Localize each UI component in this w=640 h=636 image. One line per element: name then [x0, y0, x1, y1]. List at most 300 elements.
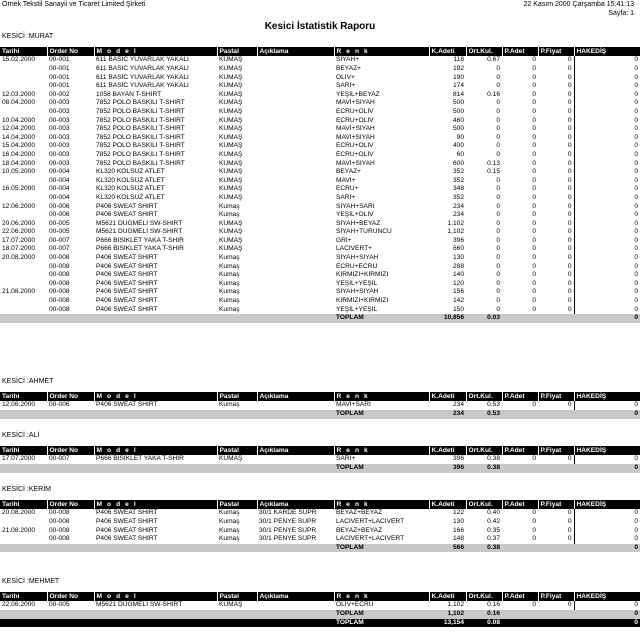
- table-cell: 12.06.2000: [2, 202, 36, 210]
- table-cell: M5621 DÜĞMELİ SW-SHIRT: [96, 601, 183, 609]
- column-header: Tarihi: [0, 500, 47, 509]
- column-header: P.Fiyat: [538, 446, 574, 455]
- table-cell: ECRU+ECRU: [336, 262, 378, 270]
- table-cell: 17.07.2000: [2, 236, 36, 244]
- section-total-row: [0, 610, 640, 619]
- table-cell: 150: [452, 305, 464, 313]
- table-cell: 0: [574, 518, 640, 527]
- table-cell: 0.53: [487, 401, 500, 409]
- table-cell: 00-006: [49, 401, 70, 409]
- table-cell: 0.42: [487, 518, 500, 525]
- table-cell: [257, 108, 334, 117]
- table-cell: KUMAŞ: [219, 90, 243, 98]
- table-cell: 00-006: [49, 211, 70, 219]
- table-cell: SİYAH+SİYAH: [336, 288, 379, 296]
- total-cell: [47, 410, 94, 419]
- table-row: [0, 91, 640, 100]
- table-row: [0, 142, 640, 151]
- column-header: Açıklama: [257, 47, 334, 56]
- table-cell: Kumaş: [219, 526, 240, 534]
- table-cell: 00-008: [49, 271, 70, 279]
- table-cell: 1058 BAYAN T-SHIRT: [96, 90, 162, 98]
- table-cell: 0: [567, 107, 572, 115]
- table-cell: 21.08.2000: [2, 526, 36, 534]
- table-cell: P406 SWEAT SHİRT: [96, 262, 158, 270]
- table-cell: 0: [496, 125, 500, 133]
- table-cell: M5621 DÜĞMELİ SW-SHIRT: [96, 219, 183, 227]
- column-header: Order No: [47, 446, 94, 455]
- column-header: P.Adet: [502, 47, 538, 56]
- table-cell: 118: [453, 56, 464, 64]
- table-cell: 00-008: [49, 305, 70, 313]
- table-cell: [257, 455, 334, 464]
- table-cell: 0: [567, 288, 572, 296]
- table-row: [0, 245, 640, 254]
- table-cell: P406 SWEAT SHİRT: [96, 297, 158, 305]
- total-cell: [538, 464, 574, 473]
- table-cell: 0: [532, 288, 536, 296]
- table-cell: 7852 POLO BASKILI T-SHIRT: [96, 150, 185, 158]
- table-cell: 0: [567, 90, 572, 98]
- table-cell: [257, 203, 334, 212]
- total-cell: [217, 544, 257, 553]
- column-header: K.Adeti: [429, 392, 466, 401]
- table-cell: 0.35: [487, 526, 500, 534]
- cutter-name: KESİCİ :AHMET: [2, 378, 54, 385]
- column-header: R e n k: [334, 592, 429, 601]
- table-cell: Kumaş: [219, 401, 240, 409]
- table-cell: 00-003: [49, 159, 70, 167]
- table-cell: 0: [567, 168, 572, 176]
- table-row: [0, 509, 640, 518]
- table-cell: 396: [452, 236, 464, 244]
- table-cell: KUMAŞ: [219, 82, 243, 90]
- table-cell: 0: [574, 527, 640, 536]
- section-total-row: [0, 464, 640, 473]
- table-cell: 352: [452, 193, 464, 201]
- table-cell: KUMAŞ: [219, 99, 243, 107]
- table-cell: 0: [496, 228, 500, 236]
- table-cell: 0: [567, 202, 572, 210]
- cutter-name: KESİCİ :ALİ: [2, 432, 40, 439]
- table-cell: 7852 POLO BASKILI T-SHIRT: [96, 99, 185, 107]
- table-cell: 0: [532, 82, 536, 90]
- table-cell: [0, 211, 47, 220]
- table-cell: SİYAH+SİYAH: [336, 254, 379, 262]
- table-cell: LACİVERT+LACİVERT: [336, 518, 405, 525]
- table-row: [0, 228, 640, 237]
- table-cell: KUMAŞ: [219, 455, 243, 463]
- column-header: Ort.Kul.: [466, 392, 502, 401]
- table-cell: [257, 288, 334, 297]
- table-cell: 0: [532, 535, 536, 543]
- table-cell: 00-008: [49, 526, 70, 534]
- table-cell: 192: [452, 65, 464, 72]
- table-cell: 0: [496, 73, 500, 81]
- table-cell: 0: [574, 211, 640, 220]
- column-header: R e n k: [334, 392, 429, 401]
- table-cell: 0: [574, 117, 640, 126]
- table-row: [0, 455, 640, 464]
- table-cell: 0: [532, 99, 536, 107]
- table-cell: 0: [567, 535, 572, 543]
- table-cell: [257, 168, 334, 177]
- table-cell: 0: [567, 159, 572, 167]
- total-hakedis: 0: [574, 544, 640, 553]
- table-cell: 00-001: [49, 82, 70, 90]
- table-cell: 0: [496, 185, 500, 193]
- cutter-table: [0, 392, 640, 419]
- table-cell: 00-008: [49, 279, 70, 287]
- table-cell: [257, 82, 334, 91]
- table-cell: [257, 401, 334, 410]
- table-cell: Kumaş: [219, 305, 240, 313]
- table-cell: 0: [532, 176, 536, 184]
- table-cell: KUMAŞ: [219, 133, 243, 141]
- section-total-row: [0, 544, 640, 553]
- table-cell: 288: [452, 262, 464, 270]
- table-cell: 20.08.2000: [2, 254, 36, 262]
- total-hakedis: 0: [574, 464, 640, 473]
- table-cell: 190: [452, 73, 464, 81]
- table-cell: [0, 82, 47, 91]
- table-cell: 0: [567, 176, 572, 184]
- total-cell: [502, 610, 538, 619]
- total-cell: [538, 610, 574, 619]
- table-cell: OLİV+: [336, 73, 355, 81]
- table-cell: 18.04.2000: [2, 159, 36, 167]
- grand-total-label: TOPLAM: [334, 619, 429, 628]
- table-cell: 30/1 PENYE SÜPR: [259, 526, 317, 534]
- total-average: 0.53: [466, 410, 502, 419]
- column-header: HAKEDİŞ: [574, 446, 640, 455]
- table-cell: 16.04.2000: [2, 150, 36, 158]
- table-cell: 00-001: [49, 65, 70, 72]
- table-cell: 7852 POLO BASKILI T-SHIRT: [96, 107, 185, 115]
- report-header: [0, 0, 640, 44]
- table-cell: 0: [574, 134, 640, 143]
- table-cell: KUMAŞ: [219, 185, 243, 193]
- table-cell: 0: [567, 133, 572, 141]
- table-cell: P666 BİSİKLET YAKA T-SHIR: [96, 236, 184, 244]
- table-cell: 21.08.2000: [2, 288, 36, 296]
- table-cell: OLİV+ECRU: [336, 601, 374, 609]
- table-cell: 14.04.2000: [2, 133, 36, 141]
- table-cell: 0: [574, 177, 640, 186]
- table-row: [0, 168, 640, 177]
- table-cell: 0.15: [487, 168, 500, 176]
- table-cell: 0: [567, 193, 572, 201]
- table-cell: 0.40: [487, 509, 500, 517]
- table-cell: [257, 74, 334, 83]
- table-cell: 7852 POLO BASKILI T-SHIRT: [96, 133, 185, 141]
- table-cell: [257, 280, 334, 289]
- table-cell: SARI+: [336, 82, 356, 90]
- table-cell: 0: [532, 271, 536, 279]
- table-cell: YEŞİL+YEŞİL: [336, 305, 378, 313]
- table-cell: 0: [532, 297, 536, 305]
- total-cell: [0, 610, 47, 619]
- table-cell: KUMAŞ: [219, 601, 243, 609]
- table-cell: 0: [532, 107, 536, 115]
- total-cell: [47, 610, 94, 619]
- total-quantity: 396: [429, 464, 466, 473]
- table-cell: Kumaş: [219, 535, 240, 543]
- table-cell: 12.04.2000: [2, 125, 36, 133]
- table-cell: SARI+: [336, 193, 356, 201]
- table-cell: P406 SWEAT SHİRT: [96, 254, 158, 262]
- table-row: [0, 601, 640, 610]
- table-cell: 1,102: [447, 228, 464, 236]
- total-cell: [94, 410, 217, 419]
- table-cell: KUMAŞ: [219, 168, 243, 176]
- table-cell: Kumaş: [219, 279, 240, 287]
- column-header: Pastal: [217, 47, 257, 56]
- table-cell: [257, 254, 334, 263]
- table-cell: 0: [574, 601, 640, 610]
- table-cell: 00-007: [49, 245, 70, 253]
- total-cell: [257, 464, 334, 473]
- table-cell: 0: [496, 305, 500, 313]
- table-cell: KL320 KOLSUZ ATLET: [96, 168, 165, 176]
- table-cell: Kumaş: [219, 518, 240, 525]
- company-name: Örnek Tekstil Sanayii ve Ticaret Limited Şirketi: [2, 1, 146, 8]
- table-cell: [0, 271, 47, 280]
- cutter-table: [0, 47, 640, 323]
- table-cell: 0: [496, 193, 500, 201]
- table-cell: 122: [452, 509, 464, 517]
- table-cell: 0: [574, 288, 640, 297]
- table-cell: 0: [574, 82, 640, 91]
- table-cell: [257, 125, 334, 134]
- table-cell: [257, 56, 334, 65]
- table-cell: 00-008: [49, 288, 70, 296]
- table-cell: [0, 306, 47, 315]
- grand-total-row: [0, 619, 640, 628]
- table-cell: GRİ+: [336, 236, 352, 244]
- table-cell: M5621 DÜĞMELİ SW-SHIRT: [96, 228, 183, 236]
- table-cell: 0: [574, 263, 640, 272]
- table-cell: 234: [452, 202, 464, 210]
- table-cell: 0: [532, 202, 536, 210]
- table-cell: 0: [574, 271, 640, 280]
- table-cell: 130: [452, 254, 464, 262]
- total-cell: [217, 610, 257, 619]
- table-row: [0, 535, 640, 544]
- table-cell: 00-001: [49, 56, 70, 64]
- total-label: TOPLAM: [334, 544, 429, 553]
- table-cell: KL320 KOLSUZ ATLET: [96, 193, 165, 201]
- table-cell: 30/1 KARDE SÜPR: [259, 509, 317, 517]
- table-cell: [257, 306, 334, 315]
- column-header: R e n k: [334, 500, 429, 509]
- cutter-table: [0, 592, 640, 627]
- table-cell: 0: [532, 159, 536, 167]
- table-cell: 00-003: [49, 116, 70, 124]
- table-cell: 0: [567, 228, 572, 236]
- table-cell: 0: [574, 280, 640, 289]
- table-row: [0, 108, 640, 117]
- table-cell: BEYAZ+BEYAZ: [336, 526, 383, 534]
- table-cell: KIRMIZI+KIRMIZI: [336, 271, 389, 279]
- table-row: [0, 263, 640, 272]
- column-header: K.Adeti: [429, 500, 466, 509]
- table-cell: 148: [452, 535, 464, 543]
- total-cell: [502, 314, 538, 323]
- table-cell: 814: [452, 90, 464, 98]
- column-header: Açıklama: [257, 446, 334, 455]
- total-average: 0.16: [466, 610, 502, 619]
- table-cell: 0: [574, 151, 640, 160]
- table-row: [0, 134, 640, 143]
- table-cell: [257, 185, 334, 194]
- table-cell: [0, 263, 47, 272]
- table-cell: 0: [574, 65, 640, 74]
- table-cell: 234: [452, 401, 464, 409]
- table-cell: 0: [574, 185, 640, 194]
- table-row: [0, 160, 640, 169]
- column-header: R e n k: [334, 446, 429, 455]
- table-cell: P406 SWEAT SHİRT: [96, 401, 158, 409]
- table-cell: Kumaş: [219, 297, 240, 305]
- table-cell: 0: [496, 271, 500, 279]
- table-cell: 16.05.2000: [2, 185, 36, 193]
- table-row: [0, 306, 640, 315]
- column-header: P.Adet: [502, 392, 538, 401]
- table-cell: ECRU+: [336, 185, 359, 193]
- table-cell: MAVİ+SİYAH: [336, 133, 375, 141]
- table-cell: 0: [574, 237, 640, 246]
- table-row: [0, 220, 640, 229]
- table-cell: 30/1 PENYE SÜPR: [259, 518, 317, 525]
- table-cell: Kumaş: [219, 271, 240, 279]
- table-cell: BEYAZ+BEYAZ: [336, 509, 383, 517]
- table-cell: 0: [567, 297, 572, 305]
- table-cell: [257, 151, 334, 160]
- total-cell: [94, 544, 217, 553]
- table-cell: BEYAZ+: [336, 65, 361, 72]
- table-cell: 0: [567, 279, 572, 287]
- column-header: P.Adet: [502, 592, 538, 601]
- table-cell: LACİVERT+: [336, 245, 372, 253]
- table-cell: 00-003: [49, 142, 70, 150]
- cutter-name: KESİCİ :KERİM: [2, 486, 52, 493]
- total-cell: [94, 610, 217, 619]
- table-cell: P406 SWEAT SHİRT: [96, 211, 158, 219]
- table-cell: 0: [532, 116, 536, 124]
- column-header: P.Adet: [502, 500, 538, 509]
- table-cell: KUMAŞ: [219, 125, 243, 133]
- column-header: M o d e l: [94, 592, 217, 601]
- table-cell: [257, 99, 334, 108]
- table-cell: 0.13: [487, 159, 500, 167]
- table-cell: P406 SWEAT SHİRT: [96, 288, 158, 296]
- column-header: HAKEDİŞ: [574, 392, 640, 401]
- table-cell: 0: [574, 306, 640, 315]
- section-total-row: [0, 410, 640, 419]
- table-cell: 0: [567, 56, 572, 64]
- table-cell: 00-003: [49, 107, 70, 115]
- table-cell: 12.03.2000: [2, 90, 36, 98]
- table-cell: 500: [452, 107, 464, 115]
- table-cell: 130: [452, 518, 464, 525]
- total-cell: [47, 544, 94, 553]
- table-cell: 00-005: [49, 219, 70, 227]
- table-cell: [257, 271, 334, 280]
- table-cell: 00-008: [49, 509, 70, 517]
- table-cell: 0: [567, 518, 572, 525]
- table-cell: 0: [496, 279, 500, 287]
- table-cell: SİYAH+TURUNCU: [336, 228, 392, 236]
- table-row: [0, 271, 640, 280]
- total-hakedis: 0: [574, 314, 640, 323]
- table-cell: 7852 POLO BASKILI T-SHIRT: [96, 159, 185, 167]
- table-row: [0, 56, 640, 65]
- table-cell: 0: [567, 236, 572, 244]
- column-header: Tarihi: [0, 47, 47, 56]
- table-cell: 0: [532, 185, 536, 193]
- table-cell: P666 BİSİKLET YAKA T-SHIR: [96, 245, 184, 253]
- table-cell: 00-004: [49, 176, 70, 184]
- table-row: [0, 125, 640, 134]
- table-cell: 0: [532, 90, 536, 98]
- table-cell: 00-003: [49, 133, 70, 141]
- table-cell: YEŞİL+YEŞİL: [336, 279, 378, 287]
- table-cell: Kumaş: [219, 202, 240, 210]
- table-cell: [257, 91, 334, 100]
- table-cell: 00-007: [49, 236, 70, 244]
- column-header: R e n k: [334, 47, 429, 56]
- table-cell: 0: [496, 107, 500, 115]
- table-cell: KUMAŞ: [219, 150, 243, 158]
- table-cell: P406 SWEAT SHİRT: [96, 271, 158, 279]
- table-cell: 611 BASIC YUVARLAK YAKALI: [96, 82, 189, 90]
- total-cell: [502, 410, 538, 419]
- column-header: K.Adeti: [429, 446, 466, 455]
- table-cell: [257, 117, 334, 126]
- table-cell: 60: [456, 150, 464, 158]
- table-cell: 22.06.2000: [2, 228, 36, 236]
- table-cell: 0.37: [487, 535, 500, 543]
- total-hakedis: 0: [574, 410, 640, 419]
- total-quantity: 1,102: [429, 610, 466, 619]
- table-row: [0, 254, 640, 263]
- table-cell: 0: [574, 142, 640, 151]
- table-cell: 0: [574, 228, 640, 237]
- table-cell: 0: [567, 116, 572, 124]
- table-cell: 0: [532, 236, 536, 244]
- table-cell: Kumaş: [219, 288, 240, 296]
- table-cell: [0, 297, 47, 306]
- table-cell: 08.04.2000: [2, 99, 36, 107]
- table-cell: KL320 KOLSUZ ATLET: [96, 185, 165, 193]
- table-cell: 0: [496, 288, 500, 296]
- table-cell: 0: [574, 297, 640, 306]
- total-cell: [257, 610, 334, 619]
- table-cell: ECRU+OLİV: [336, 142, 374, 150]
- column-header: HAKEDİŞ: [574, 592, 640, 601]
- table-cell: [257, 65, 334, 74]
- table-cell: [257, 194, 334, 203]
- table-cell: MAVİ+: [336, 176, 356, 184]
- table-cell: 10.05.2000: [2, 168, 36, 176]
- table-cell: KUMAŞ: [219, 236, 243, 244]
- table-cell: 0: [532, 279, 536, 287]
- table-cell: 0: [532, 228, 536, 236]
- table-cell: [257, 228, 334, 237]
- column-header: M o d e l: [94, 446, 217, 455]
- table-row: [0, 117, 640, 126]
